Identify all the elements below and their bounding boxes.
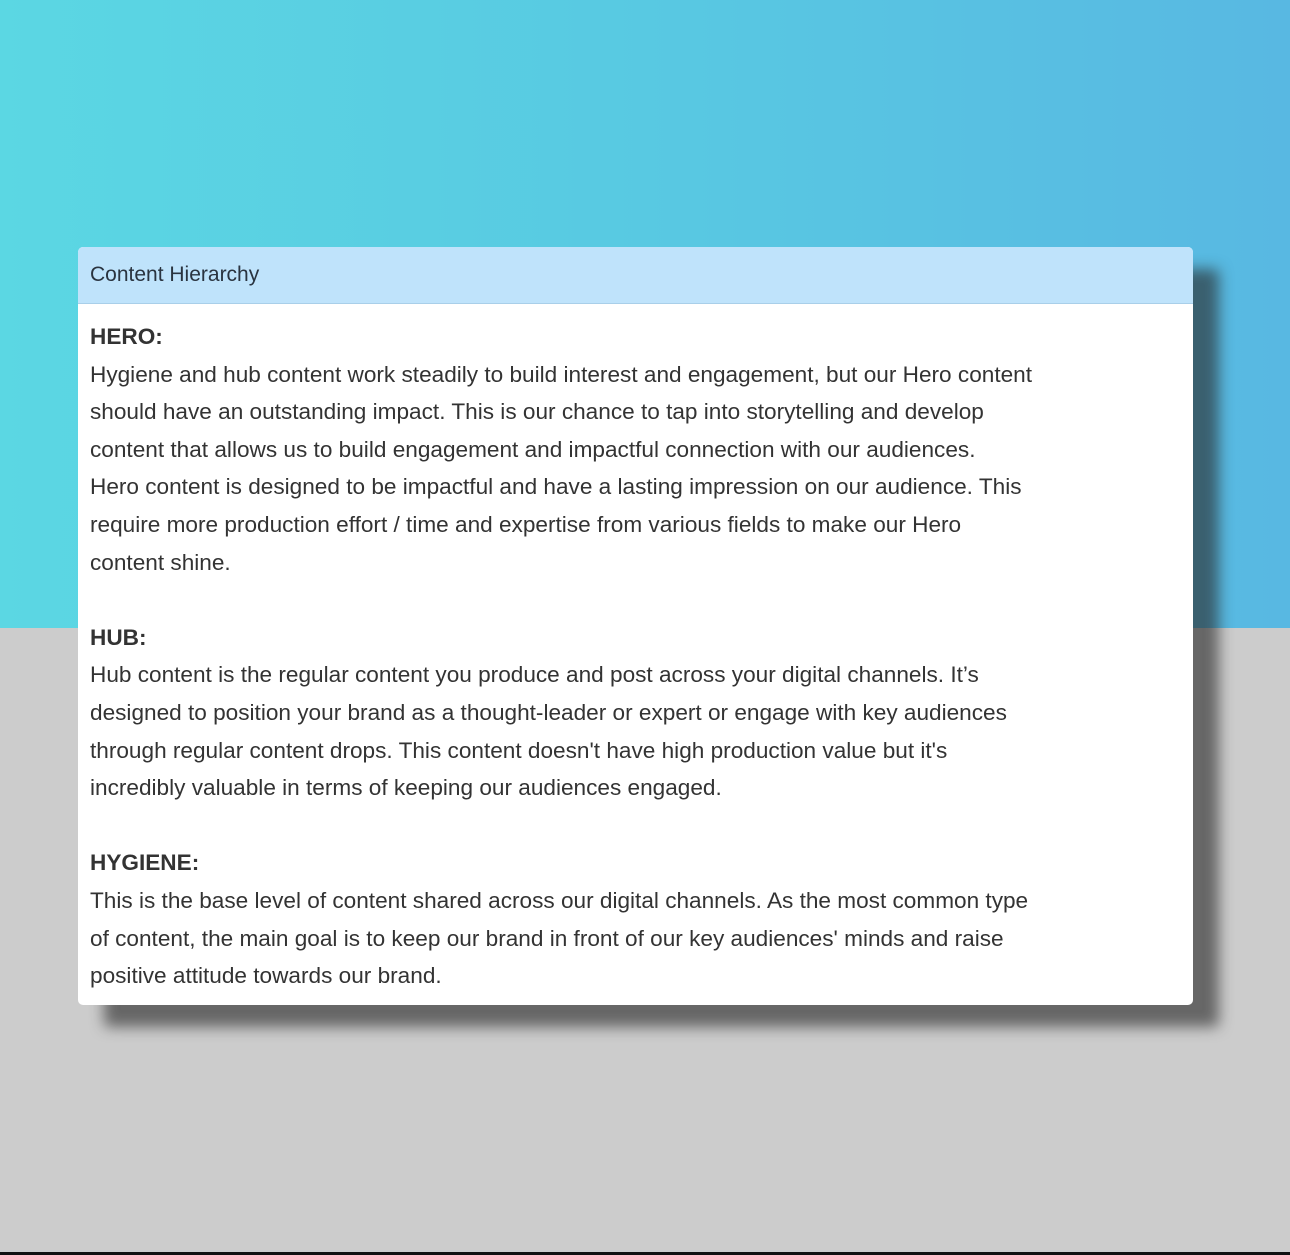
text-line: Hub content is the regular content you produce and post across your digital channels. It’s [90,662,979,688]
section-description [90,356,1181,582]
content-hierarchy-panel [78,247,1193,1005]
section-description [90,656,1181,806]
text-line: content shine. [90,549,231,575]
text-line: positive attitude towards our brand. [90,963,442,989]
section-heading: HYGIENE: [90,850,200,876]
section-hub [90,619,1181,807]
text-line: incredibly valuable in terms of keeping our audiences engaged. [90,775,722,801]
panel-body [78,304,1193,995]
panel-header [78,247,1193,304]
section-heading: HERO: [90,324,163,349]
text-line: content that allows us to build engagement and impactful connection with our audiences. [90,436,976,462]
text-line: require more production effort / time and expertise from various fields to make our Hero [90,511,962,537]
text-line: Hero content is designed to be impactful and have a lasting impression on our audience. This [90,474,1022,500]
text-line: Hygiene and hub content work steadily to build interest and engagement, but our Hero content [90,361,1033,387]
section-hygiene [90,844,1181,994]
section-heading: HUB: [90,624,147,650]
text-line: designed to position your brand as a thought-leader or expert or engage with key audiences [90,699,1007,725]
text-line: through regular content drops. This content doesn't have high production value but it's [90,737,948,763]
text-line: of content, the main goal is to keep our brand in front of our key audiences' minds and raise [90,925,1004,951]
panel-title: Content Hierarchy [90,263,260,286]
text-line: This is the base level of content shared across our digital channels. As the most common type [90,887,1029,913]
section-description [90,882,1181,995]
text-line: should have an outstanding impact. This is our chance to tap into storytelling and develop [90,399,984,425]
section-hero [90,318,1181,581]
